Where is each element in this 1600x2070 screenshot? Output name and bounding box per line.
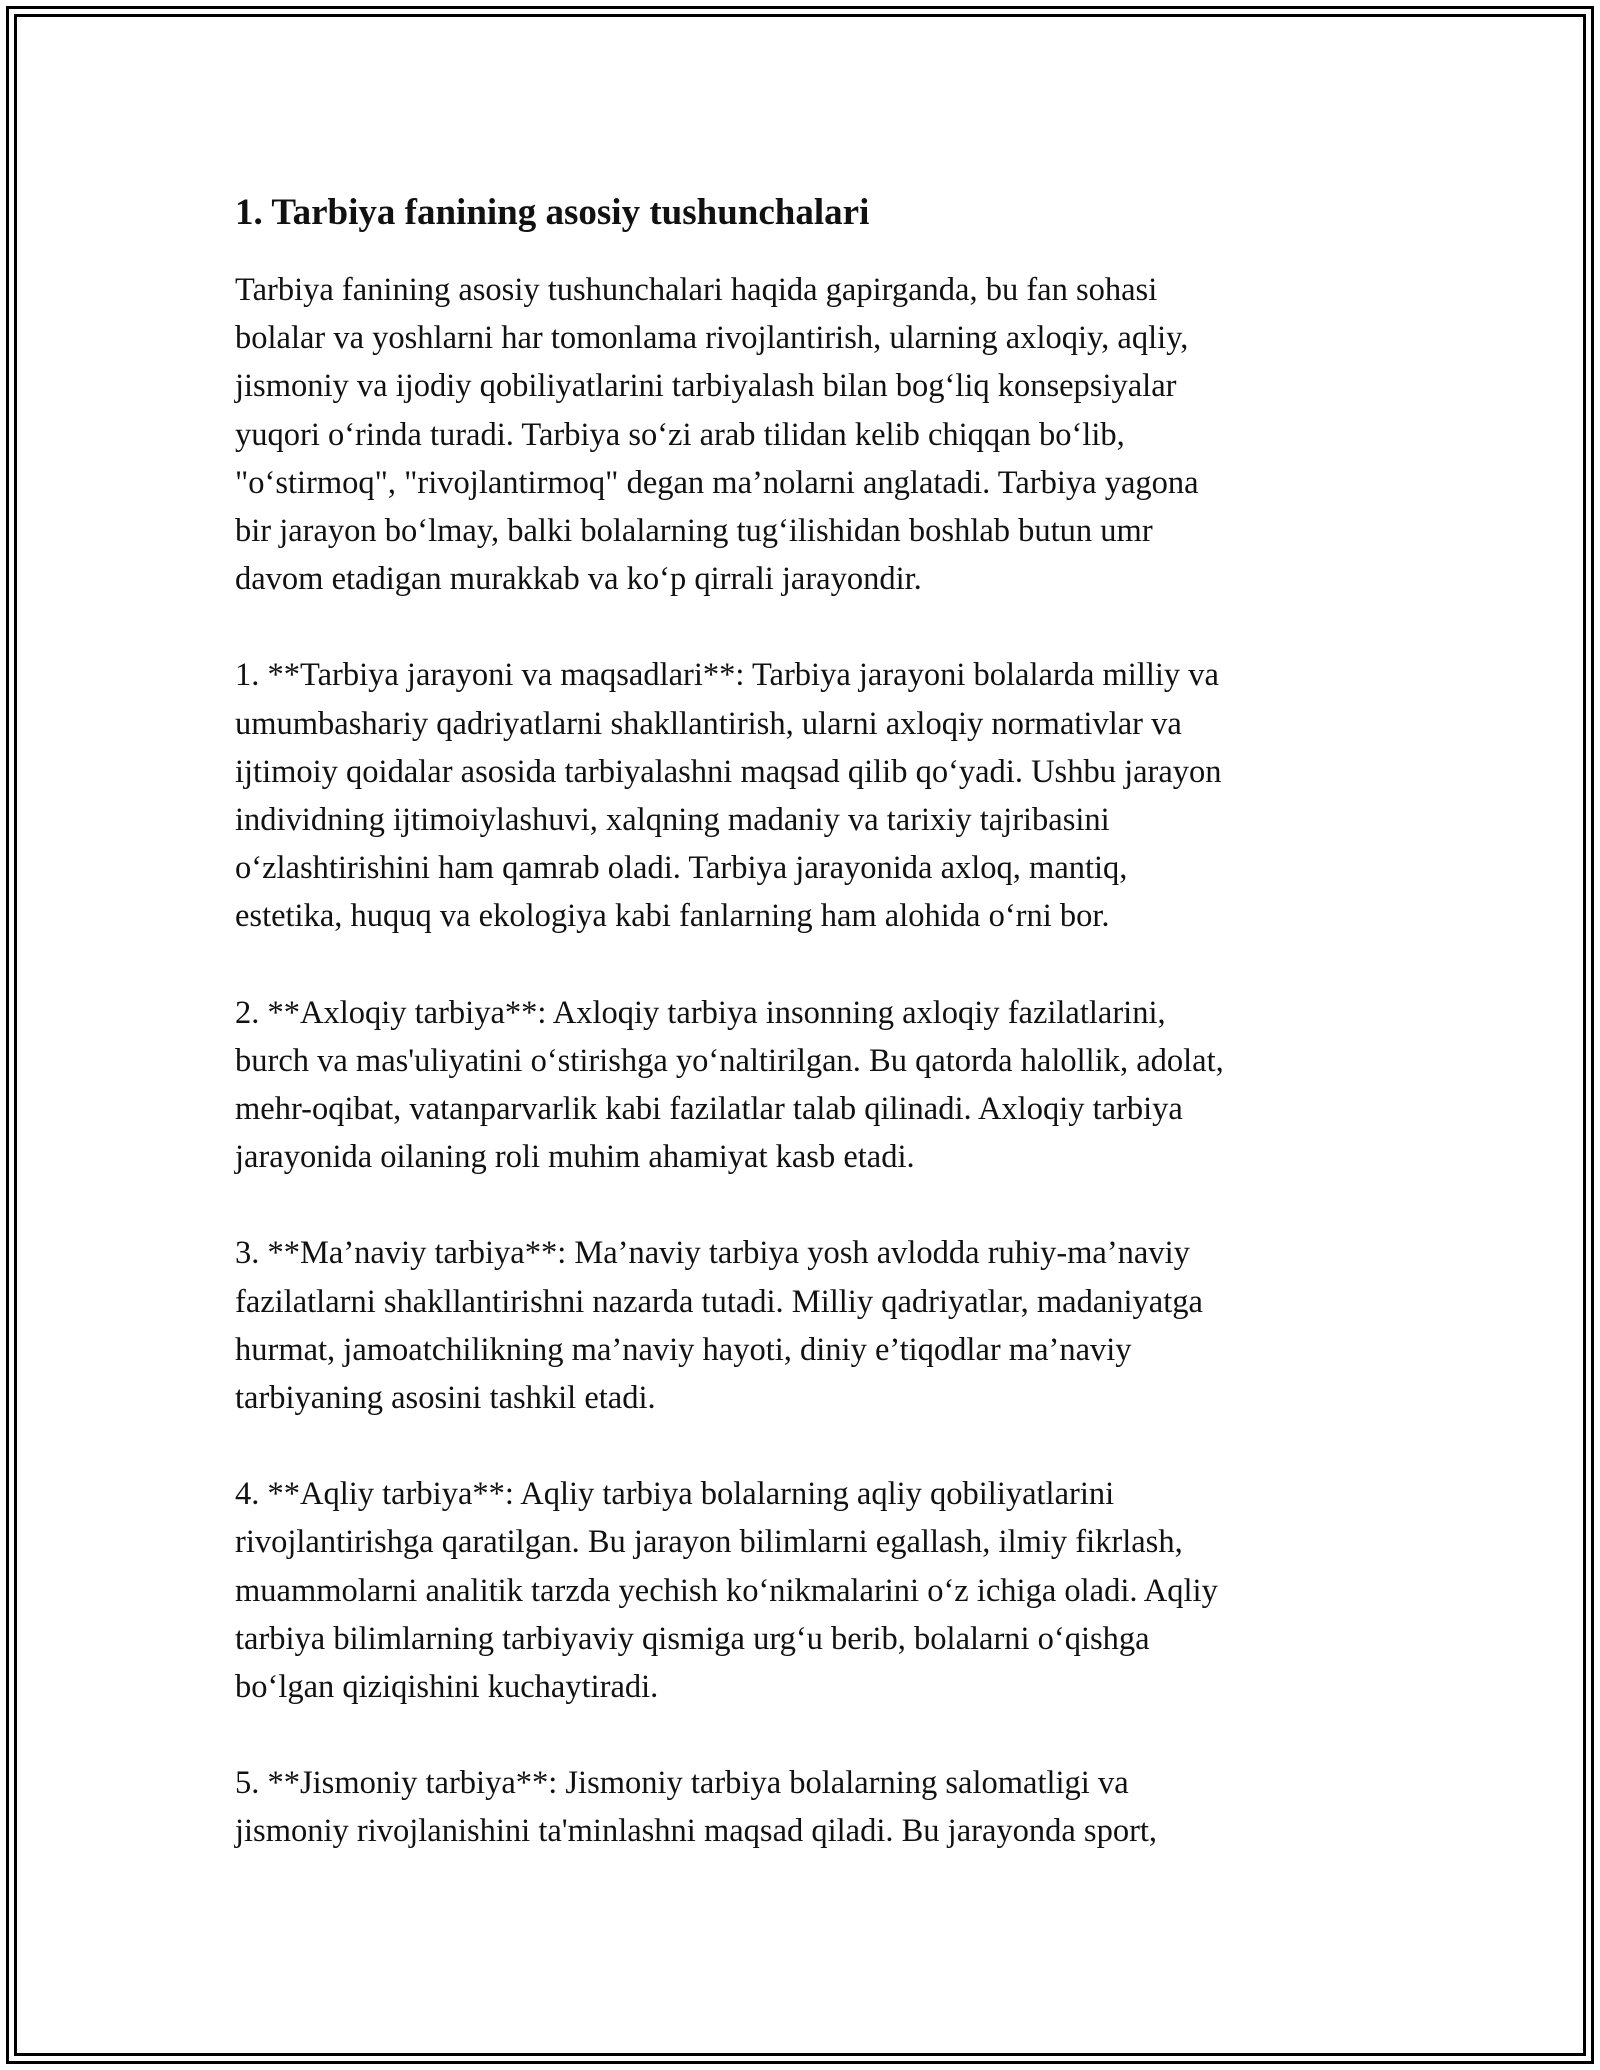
intro-paragraph: Tarbiya fanining asosiy tushunchalari haqida gapirganda, bu fan sohasi bolalar va yoshlarni har tomonlama rivojlantirish, ularning axloqiy, aqliy, jismoniy va ijodiy qobiliyatlarini tarbiyalash bilan bog‘liq konsepsiyalar yuqori o‘rinda turadi. Tarbiya so‘zi arab tilidan kelib chiqqan bo‘lib, "o‘stirmoq", "rivojlantirmoq" degan ma’nolarni anglatadi. Tarbiya yagona bir jarayon bo‘lmay, balki bolalarning tug‘ilishidan boshlab butun umr davom etadigan murakkab va ko‘p qirrali jarayondir. — [235, 272, 1199, 598]
paragraph-axloqiy-tarbiya: 2. **Axloqiy tarbiya**: Axloqiy tarbiya insonning axloqiy fazilatlarini, burch va mas'uliyatini o‘stirishga yo‘naltirilgan. Bu qatorda halollik, adolat, mehr-oqibat, vatanparvarlik kabi fazilatlar talab qilinadi. Axloqiy tarbiya jarayonida oilaning roli muhim ahamiyat kasb etadi. — [235, 994, 1224, 1176]
paragraph-jismoniy-tarbiya: 5. **Jismoniy tarbiya**: Jismoniy tarbiya bolalarning salomatligi va jismoniy rivojlanishini ta'minlashni maqsad qiladi. Bu jarayonda sport, — [235, 1765, 1158, 1850]
paragraph-aqliy-tarbiya: 4. **Aqliy tarbiya**: Aqliy tarbiya bolalarning aqliy qobiliyatlarini rivojlantirishga qaratilgan. Bu jarayon bilimlarni egallash, ilmiy fikrlash, muammolarni analitik tarzda yechish ko‘nikmalarini o‘z ichiga oladi. Aqliy tarbiya bilimlarning tarbiyaviy qismiga urg‘u berib, bolalarni o‘qishga bo‘lgan qiziqishini kuchaytiradi. — [235, 1476, 1218, 1706]
document-title: 1. Tarbiya fanining asosiy tushunchalari — [235, 192, 870, 233]
paragraph-tarbiya-jarayoni: 1. **Tarbiya jarayoni va maqsadlari**: Tarbiya jarayoni bolalarda milliy va umumbashariy qadriyatlarni shakllantirish, ularni axloqiy normativlar va ijtimoiy qoidalar asosida tarbiyalashni maqsad qilib qo‘yadi. Ushbu jarayon individning ijtimoiylashuvi, xalqning madaniy va tarixiy tajribasini o‘zlashtirishini ham qamrab oladi. Tarbiya jarayonida axloq, mantiq, estetika, huquq va ekologiya kabi fanlarning ham alohida o‘rni bor. — [235, 657, 1222, 935]
paragraph-manaviy-tarbiya: 3. **Ma’naviy tarbiya**: Ma’naviy tarbiya yosh avlodda ruhiy-ma’naviy fazilatlarni shakllantirishni nazarda tutadi. Milliy qadriyatlar, madaniyatga hurmat, jamoatchilikning ma’naviy hayoti, diniy e’tiqodlar ma’naviy tarbiyaning asosini tashkil etadi. — [235, 1235, 1203, 1417]
document-body — [235, 182, 1385, 1904]
